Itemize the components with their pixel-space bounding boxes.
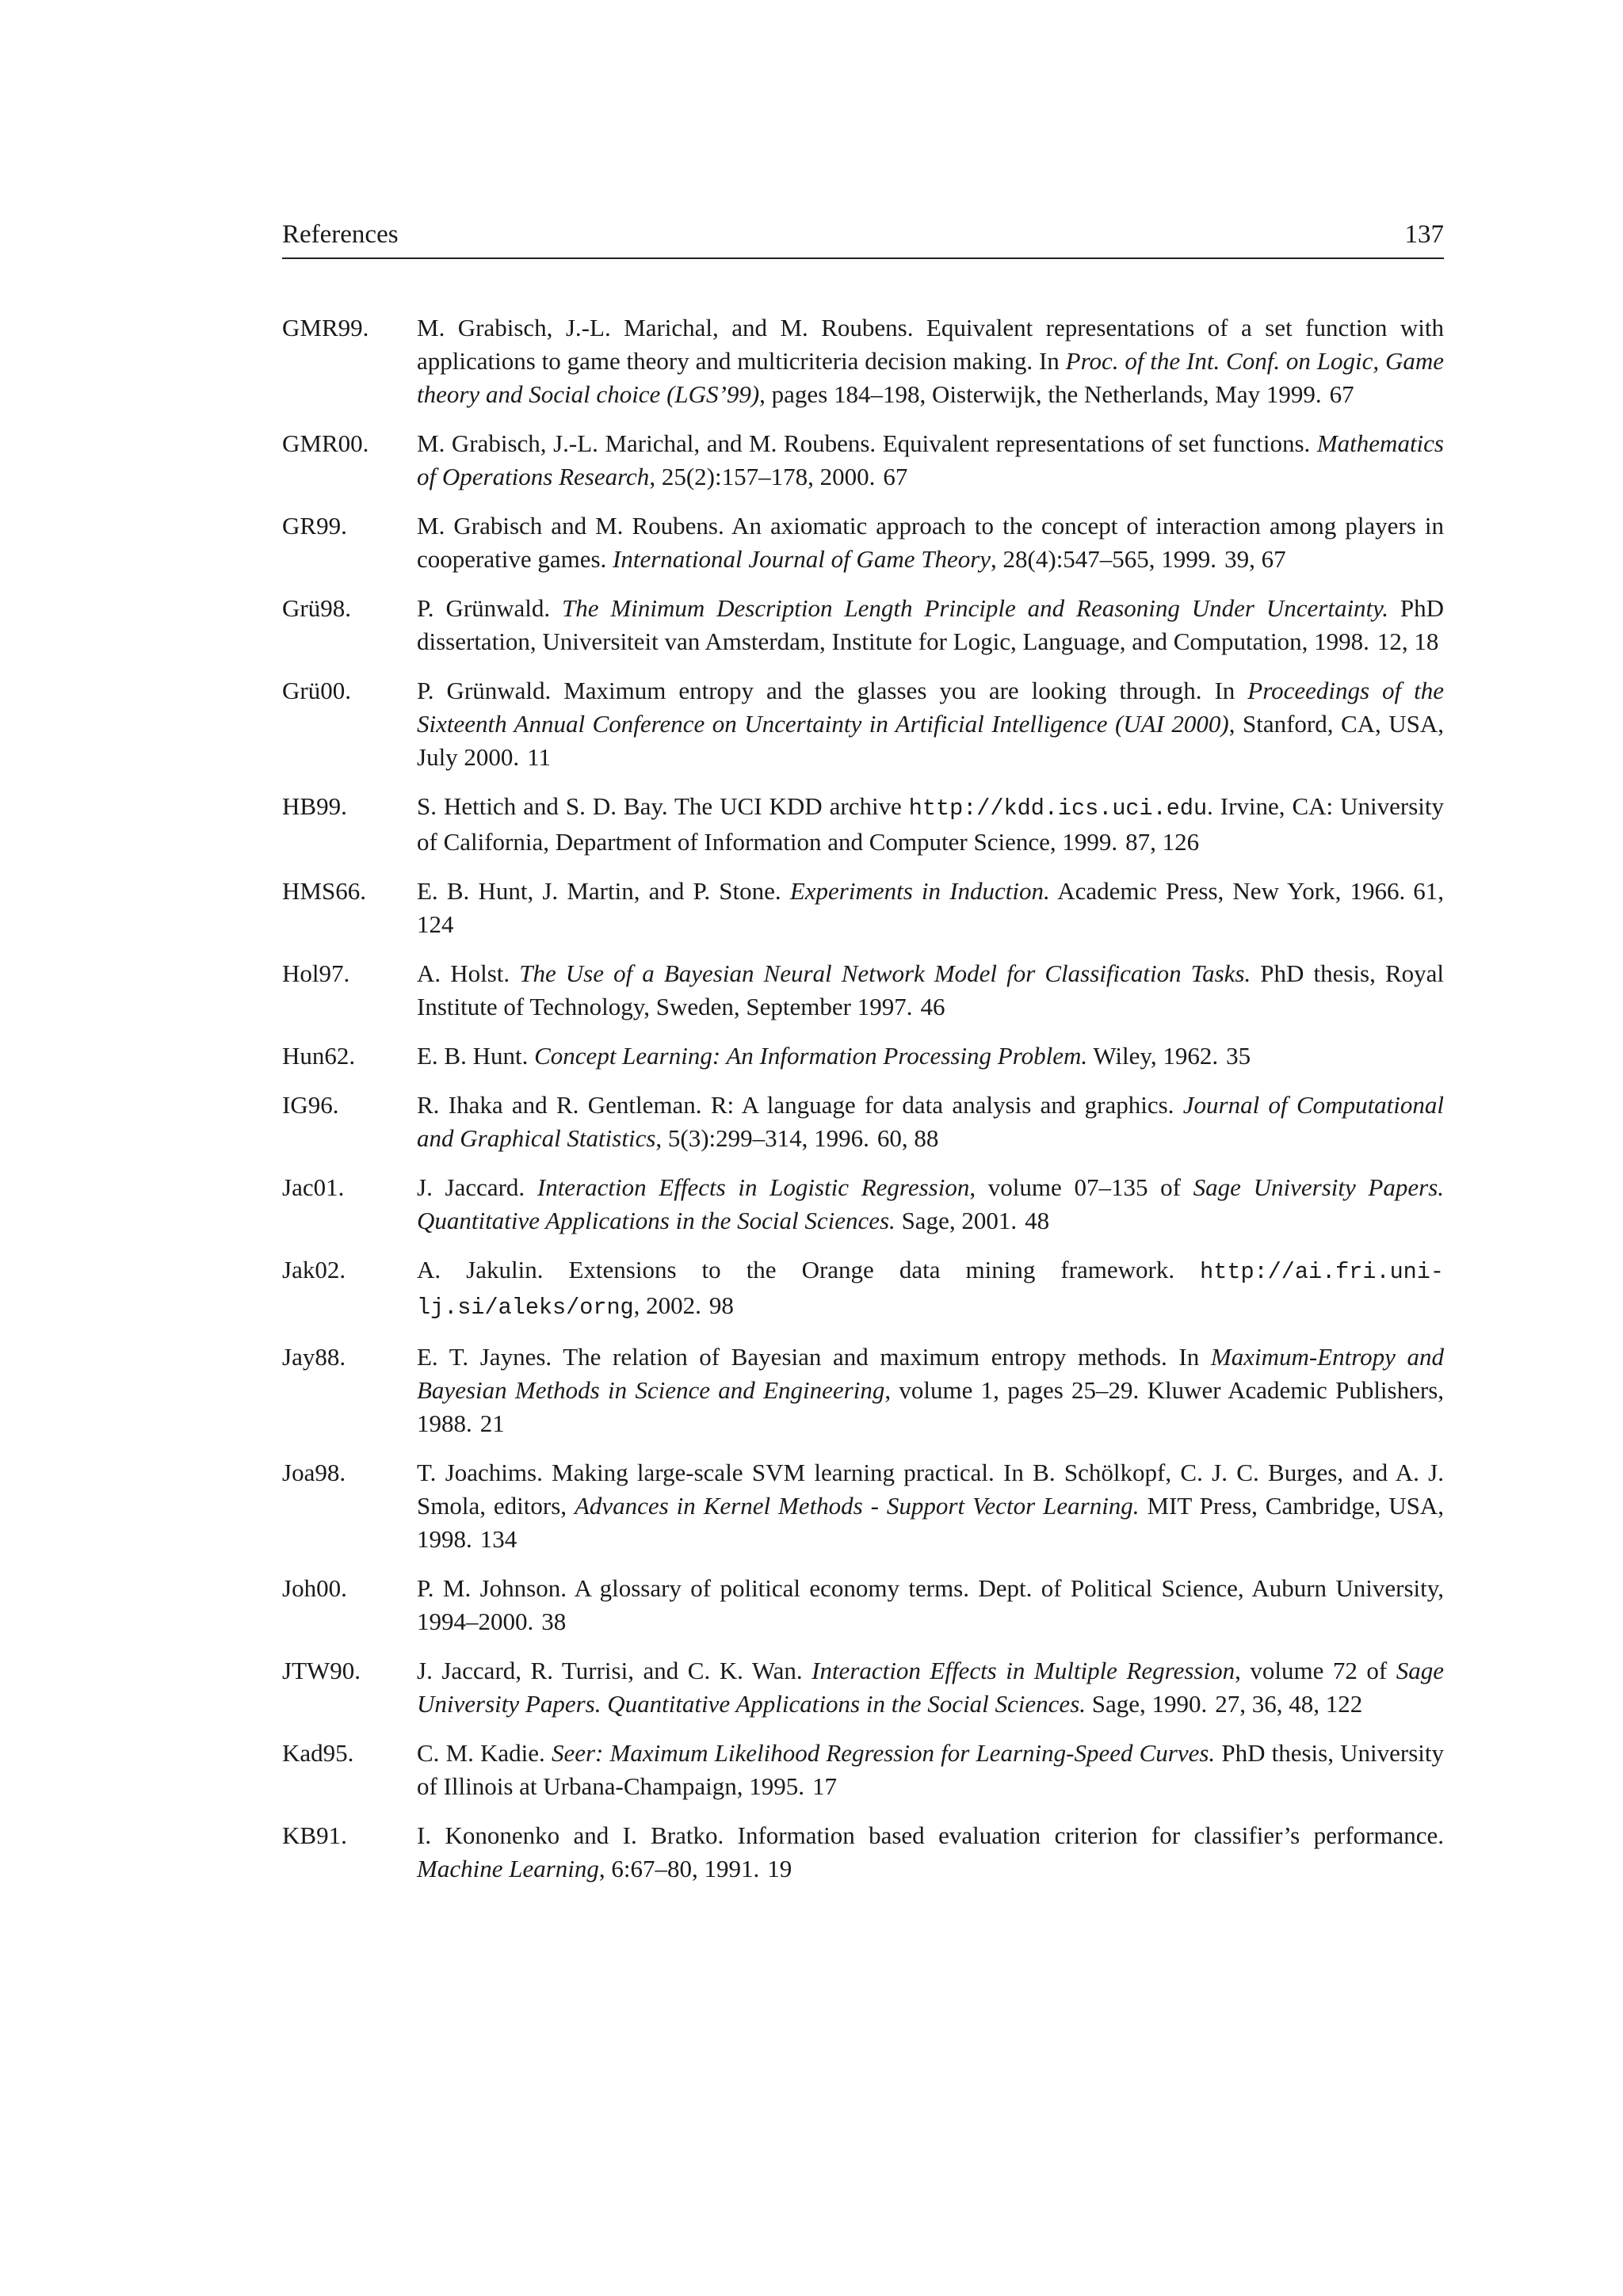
reference-text bbox=[417, 1039, 1444, 1073]
reference-text-segment: M. Grabisch, J.-L. Marichal, and M. Roubens. Equivalent representations of a set function with applications to game theory and multicriteria decision making. In bbox=[417, 314, 1444, 375]
back-reference-pages: 60, 88 bbox=[876, 1124, 939, 1152]
reference-key: GR99. bbox=[282, 512, 347, 540]
back-reference-pages: 46 bbox=[920, 993, 945, 1020]
reference-text-segment: PhD dissertation, Universiteit van Amsterdam, Institute for Logic, Language, and Computation, 1998. bbox=[417, 594, 1444, 655]
reference-italic-text: The Minimum Description Length Principle and Reasoning Under Uncertainty. bbox=[562, 594, 1388, 622]
reference-text-segment: J. Jaccard. bbox=[417, 1173, 537, 1201]
reference-italic-text: Mathematics of Operations Research bbox=[417, 429, 1444, 490]
back-reference-pages: 134 bbox=[479, 1525, 517, 1553]
reference-text bbox=[417, 311, 1444, 411]
reference-italic-text: Advances in Kernel Methods - Support Vector Learning. bbox=[574, 1492, 1140, 1520]
reference-url: http://kdd.ics.uci.edu bbox=[908, 795, 1208, 822]
reference-text bbox=[417, 790, 1444, 859]
reference-text bbox=[417, 875, 1444, 941]
reference-text-segment: A. Jakulin. Extensions to the Orange data mining framework. bbox=[417, 1256, 1201, 1283]
reference-key: IG96. bbox=[282, 1091, 339, 1119]
reference-italic-text: Concept Learning: An Information Processing Problem. bbox=[534, 1042, 1088, 1070]
reference-text bbox=[417, 1819, 1444, 1886]
reference-text-segment: , 28(4):547–565, 1999. bbox=[991, 545, 1217, 573]
reference-entry bbox=[282, 1737, 1444, 1803]
reference-text-segment: Sage, 1990. bbox=[1086, 1690, 1208, 1718]
reference-key: HMS66. bbox=[282, 877, 366, 905]
reference-text-segment: E. B. Hunt. bbox=[417, 1042, 535, 1070]
reference-entry bbox=[282, 1341, 1444, 1440]
reference-text bbox=[417, 1253, 1444, 1325]
reference-text-segment: P. Grünwald. bbox=[417, 594, 563, 622]
reference-text-segment: I. Kononenko and I. Bratko. Information based evaluation criterion for classifier’s performance. bbox=[417, 1821, 1444, 1849]
reference-key: GMR99. bbox=[282, 314, 369, 341]
reference-italic-text: Maximum-Entropy and Bayesian Methods in Science and Engineering bbox=[417, 1343, 1445, 1404]
reference-text bbox=[417, 674, 1444, 774]
reference-text-segment: , volume 72 of bbox=[1235, 1657, 1396, 1684]
back-reference-pages: 11 bbox=[527, 743, 552, 771]
reference-italic-text: Interaction Effects in Logistic Regression bbox=[537, 1173, 970, 1201]
reference-text-segment: T. Joachims. Making large-scale SVM learning practical. In B. Schölkopf, C. J. C. Burges, and A. J. Smola, editors, bbox=[417, 1459, 1444, 1520]
reference-key: Kad95. bbox=[282, 1739, 354, 1767]
reference-text-segment: PhD thesis, University of Illinois at Urbana-Champaign, 1995. bbox=[417, 1739, 1444, 1800]
reference-italic-text: The Use of a Bayesian Neural Network Model for Classification Tasks. bbox=[519, 959, 1251, 987]
reference-key: Joh00. bbox=[282, 1574, 347, 1602]
reference-text-segment: C. M. Kadie. bbox=[417, 1739, 552, 1767]
reference-key: Jac01. bbox=[282, 1173, 345, 1201]
reference-text-segment: MIT Press, Cambridge, USA, 1998. bbox=[417, 1492, 1444, 1553]
back-reference-pages: 38 bbox=[541, 1608, 567, 1635]
reference-key: Grü98. bbox=[282, 594, 351, 622]
reference-key: Hun62. bbox=[282, 1042, 356, 1070]
reference-italic-text: International Journal of Game Theory bbox=[613, 545, 991, 573]
reference-entry bbox=[282, 427, 1444, 494]
back-reference-pages: 19 bbox=[767, 1855, 792, 1882]
reference-entry bbox=[282, 1253, 1444, 1325]
reference-text-segment: , volume 07–135 of bbox=[969, 1173, 1193, 1201]
reference-entry bbox=[282, 1572, 1444, 1638]
reference-entry bbox=[282, 957, 1444, 1024]
reference-italic-text: Proceedings of the Sixteenth Annual Conference on Uncertainty in Artificial Intelligence (UAI 2000) bbox=[417, 677, 1444, 738]
reference-text-segment: M. Grabisch and M. Roubens. An axiomatic approach to the concept of interaction among players in cooperative games. bbox=[417, 512, 1444, 573]
reference-entry bbox=[282, 1654, 1444, 1721]
reference-italic-text: Journal of Computational and Graphical Statistics bbox=[417, 1091, 1444, 1152]
reference-italic-text: Sage University Papers. Quantitative Applications in the Social Sciences. bbox=[417, 1173, 1445, 1234]
running-head bbox=[282, 222, 1444, 259]
reference-text-segment: Academic Press, New York, 1966. bbox=[1049, 877, 1406, 905]
reference-italic-text: Interaction Effects in Multiple Regression bbox=[812, 1657, 1235, 1684]
reference-entry bbox=[282, 311, 1444, 411]
reference-key: KB91. bbox=[282, 1821, 347, 1849]
reference-entry bbox=[282, 674, 1444, 774]
reference-text-segment: A. Holst. bbox=[417, 959, 520, 987]
reference-text bbox=[417, 1654, 1444, 1721]
reference-text-segment: PhD thesis, Royal Institute of Technology, Sweden, September 1997. bbox=[417, 959, 1444, 1020]
reference-text bbox=[417, 427, 1444, 494]
page bbox=[282, 222, 1444, 1901]
reference-text bbox=[417, 509, 1444, 576]
reference-entry bbox=[282, 1089, 1444, 1155]
reference-text bbox=[417, 592, 1444, 658]
back-reference-pages: 39, 67 bbox=[1224, 545, 1286, 573]
back-reference-pages: 61, 124 bbox=[417, 877, 1444, 938]
reference-text-segment: , 25(2):157–178, 2000. bbox=[649, 463, 876, 490]
reference-entry bbox=[282, 1819, 1444, 1886]
reference-text bbox=[417, 1171, 1444, 1238]
reference-text-segment: , 2002. bbox=[633, 1291, 701, 1319]
reference-italic-text: Experiments in Induction. bbox=[789, 877, 1050, 905]
reference-text-segment: Wiley, 1962. bbox=[1087, 1042, 1219, 1070]
reference-text-segment: , Stanford, CA, USA, July 2000. bbox=[417, 710, 1444, 771]
reference-text-segment: P. M. Johnson. A glossary of political economy terms. Dept. of Political Science, Auburn University, 1994–2000. bbox=[417, 1574, 1444, 1635]
reference-entry bbox=[282, 875, 1444, 941]
reference-text-segment: Sage, 2001. bbox=[895, 1207, 1018, 1234]
reference-text bbox=[417, 1456, 1444, 1556]
reference-text bbox=[417, 1572, 1444, 1638]
reference-text-segment: J. Jaccard, R. Turrisi, and C. K. Wan. bbox=[417, 1657, 812, 1684]
reference-key: Jay88. bbox=[282, 1343, 346, 1371]
reference-text bbox=[417, 957, 1444, 1024]
reference-key: Hol97. bbox=[282, 959, 350, 987]
reference-italic-text: Sage University Papers. Quantitative Applications in the Social Sciences. bbox=[417, 1657, 1444, 1718]
reference-url: http://ai.fri.uni-lj.si/aleks/orng bbox=[417, 1259, 1444, 1321]
reference-key: JTW90. bbox=[282, 1657, 361, 1684]
reference-text-segment: , 5(3):299–314, 1996. bbox=[655, 1124, 869, 1152]
reference-text bbox=[417, 1737, 1444, 1803]
back-reference-pages: 27, 36, 48, 122 bbox=[1215, 1690, 1363, 1718]
reference-entry bbox=[282, 592, 1444, 658]
reference-text-segment: E. B. Hunt, J. Martin, and P. Stone. bbox=[417, 877, 790, 905]
reference-text-segment: R. Ihaka and R. Gentleman. R: A language for data analysis and graphics. bbox=[417, 1091, 1183, 1119]
reference-text-segment: E. T. Jaynes. The relation of Bayesian and maximum entropy methods. In bbox=[417, 1343, 1211, 1371]
reference-entry bbox=[282, 1171, 1444, 1238]
reference-list bbox=[282, 311, 1444, 1886]
reference-text bbox=[417, 1089, 1444, 1155]
reference-key: Jak02. bbox=[282, 1256, 346, 1283]
reference-text-segment: , pages 184–198, Oisterwijk, the Netherlands, May 1999. bbox=[759, 380, 1322, 408]
back-reference-pages: 48 bbox=[1025, 1207, 1050, 1234]
reference-key: Grü00. bbox=[282, 677, 351, 704]
reference-italic-text: Proc. of the Int. Conf. on Logic, Game theory and Social choice (LGS’99) bbox=[417, 347, 1444, 408]
reference-text-segment: M. Grabisch, J.-L. Marichal, and M. Roubens. Equivalent representations of set functions. bbox=[417, 429, 1317, 457]
running-head-title: References bbox=[282, 220, 399, 249]
back-reference-pages: 67 bbox=[883, 463, 908, 490]
reference-text-segment: P. Grünwald. Maximum entropy and the glasses you are looking through. In bbox=[417, 677, 1248, 704]
reference-key: Joa98. bbox=[282, 1459, 346, 1486]
reference-key: GMR00. bbox=[282, 429, 369, 457]
reference-text bbox=[417, 1341, 1444, 1440]
reference-text-segment: , volume 1, pages 25–29. Kluwer Academic Publishers, 1988. bbox=[417, 1376, 1445, 1437]
reference-entry bbox=[282, 1039, 1444, 1073]
back-reference-pages: 12, 18 bbox=[1377, 627, 1439, 655]
back-reference-pages: 17 bbox=[812, 1772, 838, 1800]
reference-entry bbox=[282, 509, 1444, 576]
reference-entry bbox=[282, 1456, 1444, 1556]
reference-text-segment: S. Hettich and S. D. Bay. The UCI KDD archive bbox=[417, 792, 909, 820]
back-reference-pages: 67 bbox=[1329, 380, 1354, 408]
reference-text-segment: , 6:67–80, 1991. bbox=[598, 1855, 760, 1882]
reference-entry bbox=[282, 790, 1444, 859]
reference-key: HB99. bbox=[282, 792, 347, 820]
reference-italic-text: Machine Learning bbox=[417, 1855, 599, 1882]
page-number: 137 bbox=[1404, 220, 1444, 249]
back-reference-pages: 98 bbox=[708, 1291, 734, 1319]
back-reference-pages: 35 bbox=[1226, 1042, 1251, 1070]
reference-text-segment: . Irvine, CA: University of California, Department of Information and Computer Science, 1999. bbox=[417, 792, 1444, 856]
back-reference-pages: 87, 126 bbox=[1125, 828, 1200, 856]
reference-italic-text: Seer: Maximum Likelihood Regression for Learning-Speed Curves. bbox=[551, 1739, 1216, 1767]
back-reference-pages: 21 bbox=[479, 1409, 505, 1437]
